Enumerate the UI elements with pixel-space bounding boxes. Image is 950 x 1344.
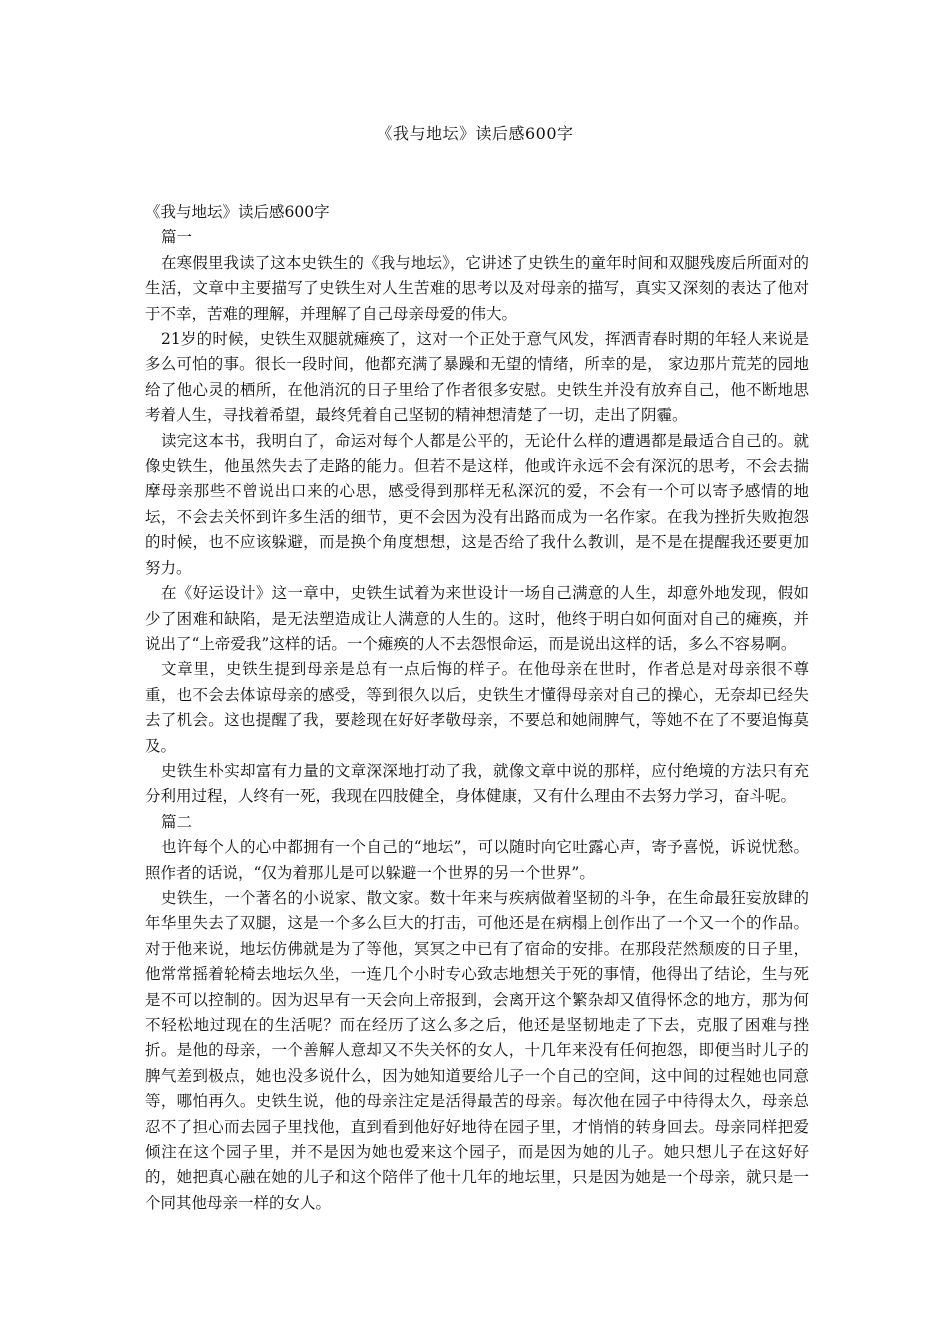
- body-paragraph: 史铁生朴实却富有力量的文章深深地打动了我，就像文章中说的那样，应付绝境的方法只有充分利用过程，人终有一死，我现在四肢健全，身体健康，又有什么理由不去努力学习，奋斗呢。: [145, 761, 809, 806]
- body-paragraph: 读完这本书，我明白了，命运对每个人都是公平的，无论什么样的遭遇都是最适合自己的。就像史铁生，他虽然失去了走路的能力。但若不是这样，他或许永远不会有深沉的思考，不会去揣摩母亲那些不曾说出口来的心思，感受得到那样无私深沉的爱，不会有一个可以寄予感情的地坛，不会去关怀到许多生活的细节，更不会因为没有出路而成为一名作家。在我为挫折失败抱怨的时候，也不应该躲避，而是换个角度想想，这是否给了我什么教训，是不是在提醒我还要更加努力。: [145, 431, 809, 577]
- document-subtitle: 《我与地坛》读后感600字: [145, 203, 330, 221]
- body-paragraph: 也许每个人的心中都拥有一个自己的“地坛”，可以随时向它吐露心声，寄予喜悦，诉说忧愁。照作者的话说，“仅为着那儿是可以躲避一个世界的另一个世界”。: [145, 838, 809, 882]
- document-body: [145, 200, 809, 1216]
- body-paragraph: 文章里，史铁生提到母亲是总有一点后悔的样子。在他母亲在世时，作者总是对母亲很不尊重，也不会去体谅母亲的感受，等到很久以后，史铁生才懂得母亲对自己的操心，无奈却已经失去了机会。这也提醒了我，要趁现在好好孝敬母亲，不要总和她闹脾气，等她不在了不要追悔莫及。: [145, 660, 809, 755]
- document-title: 《我与地坛》读后感600字: [376, 124, 574, 143]
- body-paragraph: 史铁生，一个著名的小说家、散文家。数十年来与疾病做着坚韧的斗争，在生命最狂妄放肆的年华里失去了双腿，这是一个多么巨大的打击，可他还是在病榻上创作出了一个又一个的作品。对于他来说，地坛仿佛就是为了等他，冥冥之中已有了宿命的安排。在那段茫然颓废的日子里，他常常摇着轮椅去地坛久坐，一连几个小时专心致志地想关于死的事情，他得出了结论，生与死是不可以控制的。因为迟早有一天会向上帝报到，会离开这个繁杂却又值得怀念的地方，那为何不轻松地过现在的生活呢？而在经历了这么多之后，他还是坚韧地走了下去，克服了困难与挫折。是他的母亲，一个善解人意却又不失关怀的女人，十几年来没有任何抱怨，即便当时儿子的脾气差到极点，她也没多说什么，因为她知道要给儿子一个自己的空间，这中间的过程她也同意等，哪怕再久。史铁生说，他的母亲注定是活得最苦的母亲。每次他在园子中待得太久，母亲总忍不了担心而去园子里找他，直到看到他好好地待在园子里，才悄悄的转身回去。母亲同样把爱倾注在这个园子里，并不是因为她也爱来这个园子，而是因为她的儿子。她只想儿子在这好好的，她把真心融在她的儿子和这个陪伴了他十几年的地坛里，只是因为她是一个母亲，就只是一个同其他母亲一样的女人。: [145, 888, 809, 1212]
- section-heading-1: 篇一: [161, 228, 193, 247]
- body-paragraph: 在《好运设计》这一章中，史铁生试着为来世设计一场自己满意的人生，却意外地发现，假如少了困难和缺陷，是无法塑造成让人满意的人生的。这时，他终于明白如何面对自己的瘫痪，并说出了“上帝爱我”这样的话。一个瘫痪的人不去怨恨命运，而是说出这样的话，多么不容易啊。: [145, 584, 809, 653]
- body-paragraph: 在寒假里我读了这本史铁生的《我与地坛》，它讲述了史铁生的童年时间和双腿残废后所面对的生活，文章中主要描写了史铁生对人生苦难的思考以及对母亲的描写，真实又深刻的表达了他对于不幸，苦难的理解，并理解了自己母亲母爱的伟大。: [145, 253, 809, 323]
- section-heading-2: 篇二: [161, 812, 193, 831]
- body-paragraph: 21岁的时候，史铁生双腿就瘫痪了，这对一个正处于意气风发，挥洒青春时期的年轻人来说是多么可怕的事。很长一段时间，他都充满了暴躁和无望的情绪，所幸的是， 家边那片荒芜的园地给了他心灵的栖所，在他消沉的日子里给了作者很多安慰。史铁生并没有放弃自己，他不断地思考着人生，寻找着希望，最终凭着自己坚韧的精神想清楚了一切，走出了阴霾。: [145, 330, 809, 425]
